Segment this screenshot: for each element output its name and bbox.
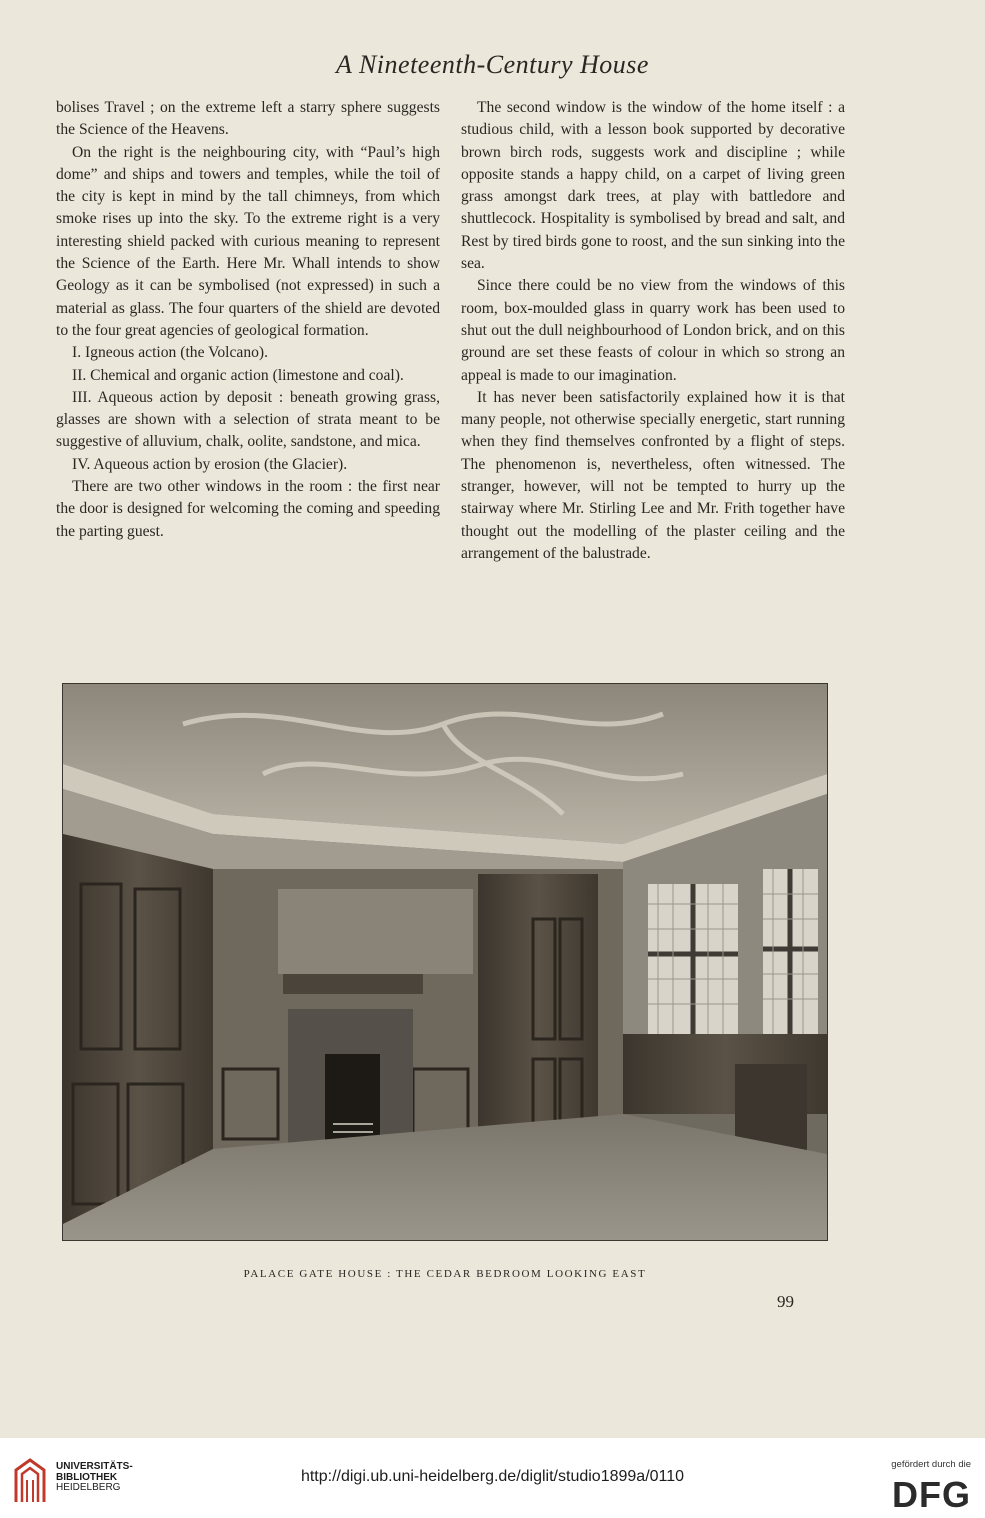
source-url-link[interactable]: http://digi.ub.uni-heidelberg.de/diglit/studio1899a/0110 <box>300 1468 685 1485</box>
paragraph: I. Igneous action (the Volcano). <box>72 344 269 362</box>
right-text-column <box>461 97 845 565</box>
library-line-1: UNIVERSITÄTS- <box>56 1461 133 1472</box>
library-line-3: HEIDELBERG <box>56 1482 121 1493</box>
paragraph: III. Aqueous action by deposit : beneath growing grass, glasses are shown with a selection of strata meant to be suggestive of alluvium, chalk, oolite, sandstone, and mica. <box>56 388 440 451</box>
cedar-bedroom-photograph <box>62 683 828 1241</box>
photo-caption: PALACE GATE HOUSE : THE CEDAR BEDROOM LOOKING EAST <box>243 1268 647 1280</box>
left-text-column <box>56 97 440 543</box>
library-line-2: BIBLIOTHEK <box>56 1471 118 1483</box>
paragraph: Since there could be no view from the windows of this room, box-moulded glass in quarry work has been used to shut out the dull neighbourhood of London brick, and on this ground are set these feasts of colour in which so strong an appeal is made to our imagination. <box>461 277 845 384</box>
paragraph: There are two other windows in the room : the first near the door is designed for welcoming the coming and speeding the parting guest. <box>56 478 440 540</box>
page-number: 99 <box>777 1292 794 1311</box>
running-head: A Nineteenth-Century House <box>336 50 649 79</box>
funder-text: gefördert durch die <box>891 1459 971 1470</box>
paragraph: bolises Travel ; on the extreme left a starry sphere suggests the Science of the Heavens. <box>56 99 440 139</box>
paragraph: It has never been satisfactorily explained how it is that many people, not otherwise specially energetic, start running when they find themselves confronted by a flight of steps. The phenomenon is, nevertheless, often witnessed. The stranger, however, will not be tempted to hurry up the stairway where Mr. Stirling Lee and Mr. Frith together have thought out the modelling of the plaster ceiling and the arrangement of the balustrade. <box>461 388 845 562</box>
paragraph: IV. Aqueous action by erosion (the Glacier). <box>72 455 348 473</box>
paragraph: The second window is the window of the home itself : a studious child, with a lesson book supported by decorative brown birch rods, suggests work and discipline ; while opposite stands a happy child, on a carpet of living green grass amongst dark trees, at play with battledore and shuttlecock. Hospitality is symbolised by bread and salt, and Rest by tired birds gone to roost, and the sun sinking into the sea. <box>461 99 845 273</box>
paragraph: On the right is the neighbouring city, with “Paul’s high dome” and ships and towers and temples, while the toil of the city is kept in mind by the tall chimneys, from which smoke rises up into the sky. To the extreme right is a very interesting shield packed with curious meaning to represent the Science of the Earth. Here Mr. Whall intends to show Geology as it can be symbolised (not expressed) in such a material as glass. The four quarters of the shield are devoted to the four great agencies of geological formation. <box>56 143 440 339</box>
dfg-logo: DFG <box>892 1474 971 1515</box>
paragraph: II. Chemical and organic action (limestone and coal). <box>72 366 404 384</box>
